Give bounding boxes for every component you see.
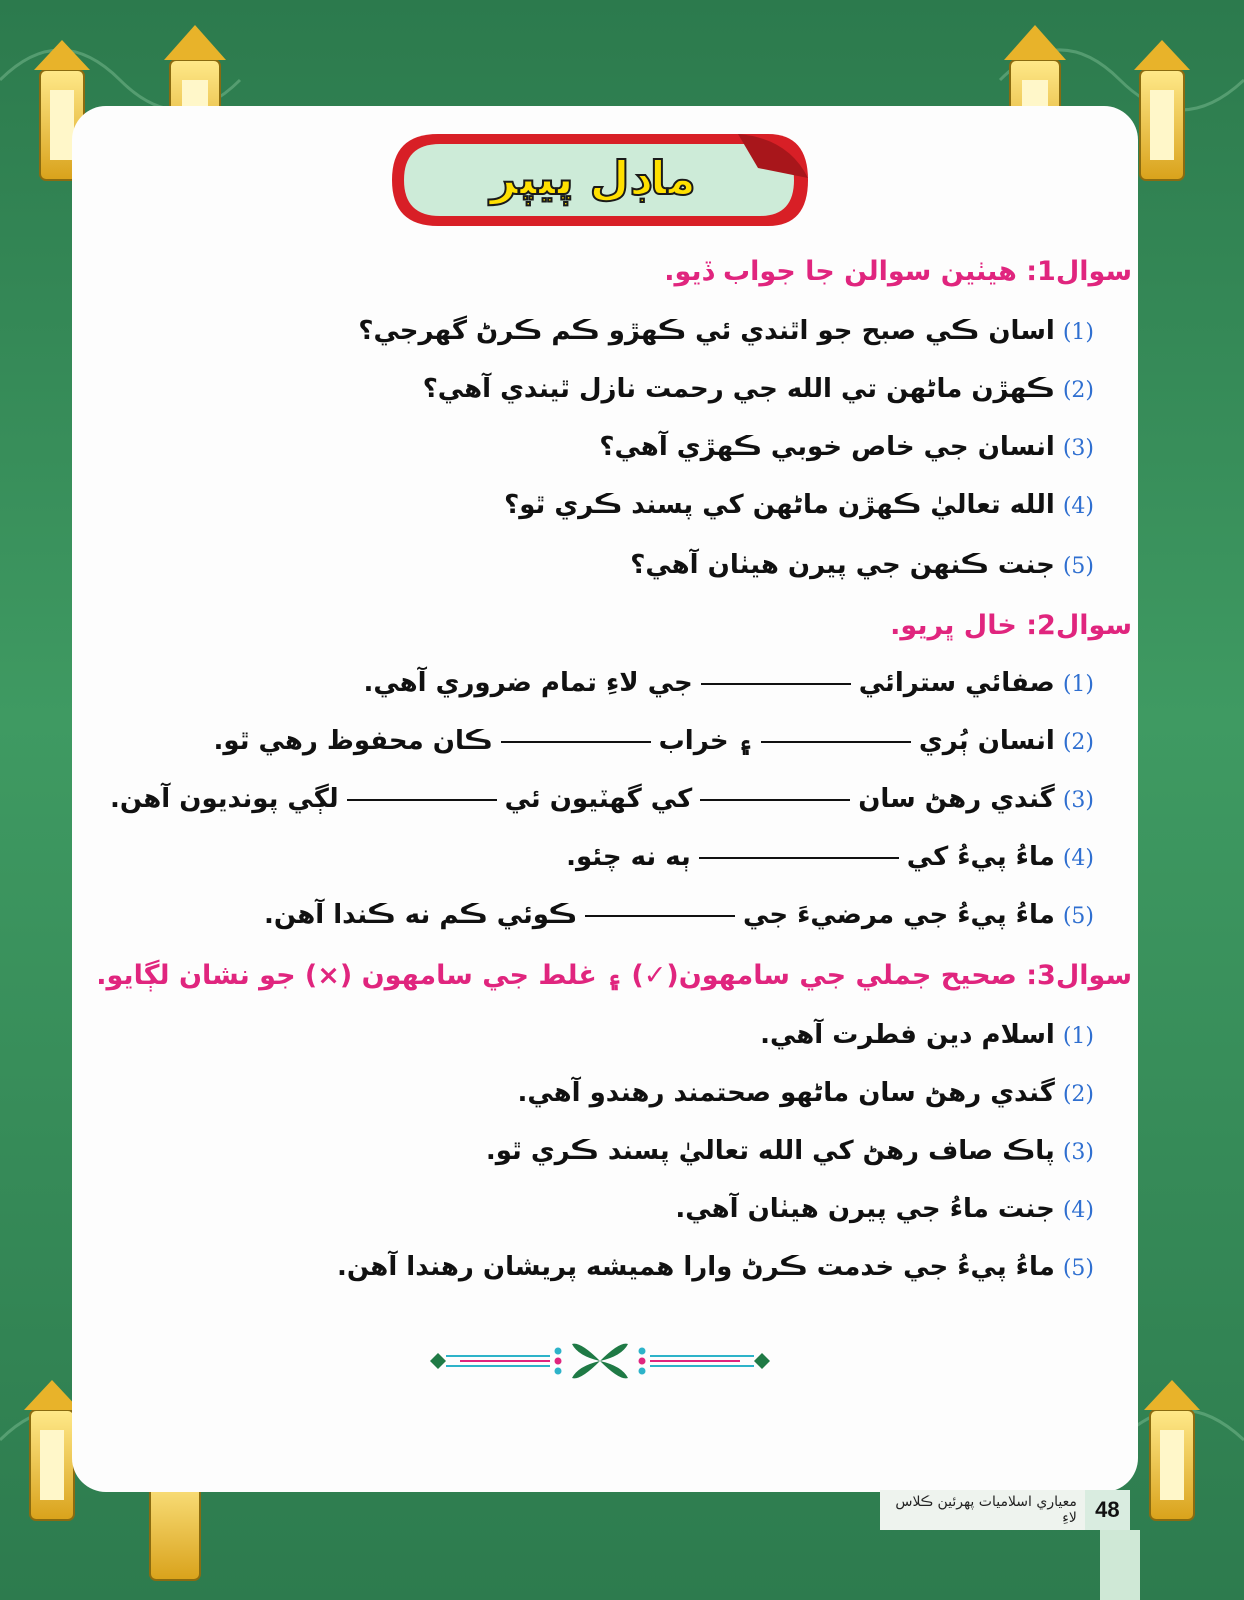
fill-blank-item xyxy=(363,668,1094,698)
item-text: پاڪ صاف رهڻ کي الله تعاليٰ پسند ڪري ٿو. xyxy=(485,1136,1055,1166)
question-item xyxy=(599,432,1094,462)
item-number: (5) xyxy=(1062,904,1094,929)
item-text: جنت ماءُ جي پيرن هيٺان آهي. xyxy=(675,1194,1055,1224)
item-number: (1) xyxy=(1062,672,1094,697)
fill-blank-item xyxy=(566,842,1094,872)
book-title: معياري اسلاميات پهرئين ڪلاس لاءِ xyxy=(895,1494,1077,1526)
question-heading-3: سوال3: صحيح جملي جي سامهون(✓) ۽ غلط جي سامهون (×) جو نشان لڳايو. xyxy=(96,960,1132,991)
item-number: (1) xyxy=(1062,320,1094,345)
item-text: جي لاءِ تمام ضروري آهي. xyxy=(363,668,693,698)
blank-line xyxy=(501,740,651,743)
true-false-item xyxy=(517,1078,1094,1108)
item-number: (5) xyxy=(1062,554,1094,579)
page-edge-tab xyxy=(1100,1530,1140,1600)
true-false-item xyxy=(760,1020,1094,1050)
item-text: جنت ڪنهن جي پيرن هيٺان آهي؟ xyxy=(630,550,1055,580)
blank-line xyxy=(700,798,850,801)
item-text: ڪهڙن ماڻهن تي الله جي رحمت نازل ٿيندي آهي؟ xyxy=(422,374,1055,404)
page-title: ماڊل پيپر xyxy=(490,151,696,205)
page-footer xyxy=(880,1490,1130,1530)
item-text: کي گهٽيون ئي xyxy=(504,784,693,814)
item-number: (4) xyxy=(1062,1198,1094,1223)
item-text: ماءُ پيءُ جي خدمت ڪرڻ وارا هميشه پريشان رهندا آهن. xyxy=(337,1252,1055,1282)
item-number: (3) xyxy=(1062,788,1094,813)
item-text: اسان ڪي صبح جو اٿندي ئي ڪهڙو ڪم ڪرڻ گهرجي؟ xyxy=(358,316,1055,346)
lantern-icon xyxy=(1144,1380,1200,1520)
question-item xyxy=(504,490,1094,520)
item-text: ٻه نه چئو. xyxy=(566,842,691,872)
blank-line xyxy=(699,856,899,859)
item-text: ۽ خراب xyxy=(658,726,753,756)
item-text: ماءُ پيءُ جي مرضيءَ جي xyxy=(743,900,1055,930)
question-item xyxy=(630,550,1094,580)
true-false-item xyxy=(486,1136,1094,1166)
item-number: (2) xyxy=(1062,1082,1094,1107)
item-text: ڪان محفوظ رهي ٿو. xyxy=(213,726,493,756)
item-number: (2) xyxy=(1062,378,1094,403)
fill-blank-item xyxy=(110,784,1094,814)
item-text: گندي رهڻ سان xyxy=(858,784,1055,814)
blank-line xyxy=(585,914,735,917)
blank-line xyxy=(761,740,911,743)
item-number: (3) xyxy=(1062,1140,1094,1165)
question-item xyxy=(423,374,1094,404)
fill-blank-item xyxy=(264,900,1094,930)
item-number: (5) xyxy=(1062,1256,1094,1281)
item-number: (4) xyxy=(1062,846,1094,871)
ornament-divider-icon xyxy=(420,1336,780,1386)
question-item xyxy=(358,316,1094,346)
page-number: 48 xyxy=(1085,1490,1130,1530)
fill-blank-item xyxy=(214,726,1094,756)
item-number: (1) xyxy=(1062,1024,1094,1049)
item-text: انسان ٻُري xyxy=(918,726,1055,756)
item-number: (4) xyxy=(1062,494,1094,519)
item-number: (3) xyxy=(1062,436,1094,461)
item-number: (2) xyxy=(1062,730,1094,755)
item-text: انسان جي خاص خوبي ڪهڙي آهي؟ xyxy=(599,432,1055,462)
item-text: اسلام دين فطرت آهي. xyxy=(760,1020,1055,1050)
item-text: الله تعاليٰ ڪهڙن ماڻهن کي پسند ڪري ٿو؟ xyxy=(504,490,1055,520)
true-false-item xyxy=(337,1252,1094,1282)
item-text: ماءُ پيءُ کي xyxy=(906,842,1055,872)
blank-line xyxy=(701,682,851,685)
blank-line xyxy=(347,798,497,801)
question-heading-1: سوال1: هيٺين سوالن جا جواب ڏيو. xyxy=(664,256,1132,287)
lantern-icon xyxy=(1134,40,1190,180)
question-heading-2: سوال2: خال ڀريو. xyxy=(890,610,1132,641)
true-false-item xyxy=(675,1194,1094,1224)
item-text: لڳي پونديون آهن. xyxy=(109,784,339,814)
item-text: گندي رهڻ سان ماڻهو صحتمند رهندو آهي. xyxy=(517,1078,1055,1108)
item-text: ڪوئي ڪم نه ڪندا آهن. xyxy=(264,900,578,930)
item-text: صفائي سترائي xyxy=(858,668,1055,698)
